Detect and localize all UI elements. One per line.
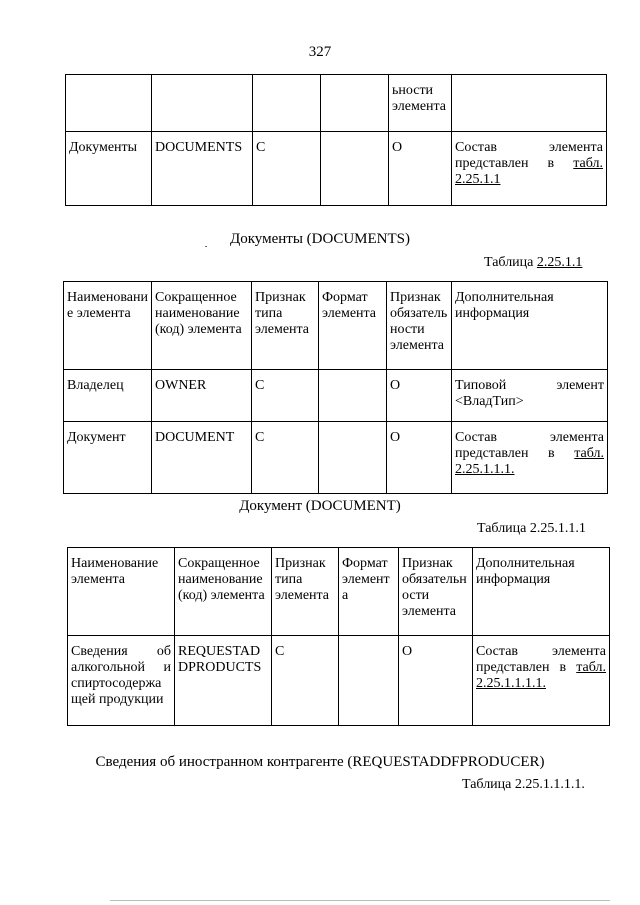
caption-table-2-25-1-1: Таблица 2.25.1.1 <box>484 255 583 270</box>
required-cell: О <box>399 636 473 726</box>
info-cell: Состав элемента представлен в табл. 2.25.1.1.1.1. <box>473 636 610 726</box>
header-format: Формат элемента <box>339 548 399 636</box>
header-required: Признак обязательности элемента <box>399 548 473 636</box>
required-cell: О <box>387 422 452 494</box>
info-cell: Состав элемента представлен в табл. 2.25.1.1.1. <box>452 422 608 494</box>
header-info: Дополнительная информация <box>452 282 608 370</box>
header-info: Дополнительная информация <box>473 548 610 636</box>
info-cell: Состав элемента представлен в табл. 2.25.1.1 <box>452 132 607 206</box>
table-reference-link[interactable]: табл. 2.25.1.1.1.1. <box>476 660 607 691</box>
table-cell <box>253 75 321 132</box>
table-row <box>68 636 610 726</box>
header-type: Признак типа элемента <box>252 282 319 370</box>
table-row <box>64 422 608 494</box>
element-code-cell: DOCUMENT <box>152 422 252 494</box>
table-cell <box>152 75 253 132</box>
header-required: Признак обязательности элемента <box>387 282 452 370</box>
element-name-cell: Документ <box>64 422 152 494</box>
format-cell <box>339 636 399 726</box>
type-cell: С <box>252 370 319 422</box>
table-cell <box>66 75 152 132</box>
header-element-code: Сокращенное наименование (код) элемента <box>175 548 272 636</box>
table-reference-link[interactable]: табл. 2.25.1.1.1. <box>455 446 605 477</box>
element-code-cell: REQUESTADDPRODUCTS <box>175 636 272 726</box>
format-cell <box>319 422 387 494</box>
type-cell: С <box>253 132 321 206</box>
table-reference-link[interactable]: табл. 2.25.1.1 <box>455 156 604 187</box>
table-header-row <box>64 282 608 370</box>
element-code-cell: OWNER <box>152 370 252 422</box>
table-header-row <box>68 548 610 636</box>
table-cell: ьности элемента <box>389 75 452 132</box>
required-cell: О <box>389 132 452 206</box>
heading-foreign-counterparty: Сведения об иностранном контрагенте (REQUESTADDFPRODUCER) <box>95 754 545 770</box>
table-row <box>66 132 607 206</box>
element-name-cell: Владелец <box>64 370 152 422</box>
table-cell <box>452 75 607 132</box>
header-element-code: Сокращенное наименование (код) элемента <box>152 282 252 370</box>
heading-documents: Документы (DOCUMENTS) <box>230 231 410 247</box>
table-documents-continuation <box>65 74 607 206</box>
header-element-name: Наименование элемента <box>68 548 175 636</box>
table-document <box>67 547 610 726</box>
element-code-cell: DOCUMENTS <box>152 132 253 206</box>
type-cell: С <box>272 636 339 726</box>
info-cell: Типовой элемент <ВладТип> <box>452 370 608 422</box>
page-number: 327 <box>308 44 332 60</box>
format-cell <box>321 132 389 206</box>
table-cell <box>321 75 389 132</box>
table-row <box>64 370 608 422</box>
caption-table-2-25-1-1-1: Таблица 2.25.1.1.1 <box>477 521 586 536</box>
scan-edge-line <box>110 900 610 901</box>
type-cell: С <box>252 422 319 494</box>
caption-table-2-25-1-1-1-1: Таблица 2.25.1.1.1.1. <box>462 777 585 792</box>
table-documents <box>63 281 608 494</box>
header-element-name: Наименование элемента <box>64 282 152 370</box>
table-row <box>66 75 607 132</box>
element-name-cell: Документы <box>66 132 152 206</box>
element-name-cell: Сведения об алкогольной и спиртосодержащей продукции <box>68 636 175 726</box>
header-format: Формат элемента <box>319 282 387 370</box>
heading-document: Документ (DOCUMENT) <box>239 498 401 514</box>
header-type: Признак типа элемента <box>272 548 339 636</box>
required-cell: О <box>387 370 452 422</box>
format-cell <box>319 370 387 422</box>
